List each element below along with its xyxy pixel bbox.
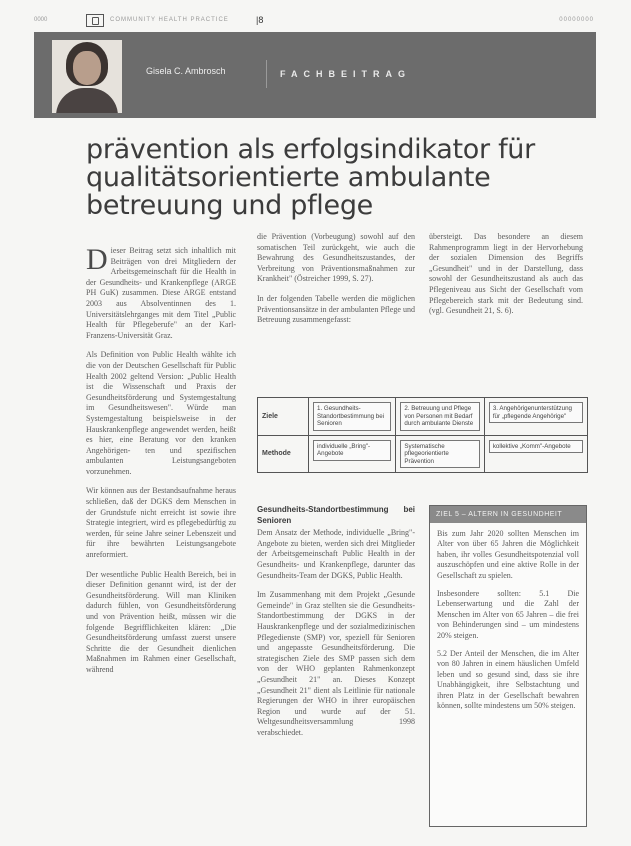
article-title: prävention als erfolgsindikator für qualitätsorientierte ambulante betreuung und pflege (86, 134, 535, 221)
paragraph: Der wesentliche Public Health Bereich, bei in dieser Definition genannt wird, ist der der Gesundheitsförderung. Will man Kliniken dadurch fühlen, von Gesundheitsförderung und von Prävention heißt, müssen wir die folgende Begrifflichkeiten klären: „Die Gesundheitsförderung umfasst zuerst unsere Schritte die der Gesundheit dienlichen Maßnahmen im Rahmen einer Gesellschaft, während (86, 569, 236, 674)
table-row (258, 435, 588, 473)
subheading: Gesundheits-Standortbestimmung bei Senioren (257, 505, 415, 525)
page-number-left: 0000 (34, 17, 48, 23)
paragraph: Im Zusammenhang mit dem Projekt „Gesunde Gemeinde" in Graz stellten sie die Gesundheits-Standortbestimmung der DGKS in der Hauskrankenpflege und der sozialmedizinischen Pflegedienste (SMP) vor, speziell für Senioren und angepasste Gesundheitsförderung. Die strategischen Ziele des SMP passen sich dem von der WHO geplanten Rahmenkonzept „Gesundheit 21" an. Dieses Konzept „Gesundheit 21" dient als Leitlinie für nationale Regierungen der WHO in ihrer europäischen Region und wurde auf der 51. Weltgesundheitsversammlung 1998 verabschiedet. (257, 590, 415, 737)
drop-cap: D (86, 243, 108, 276)
paragraph: Als Definition von Public Health wählte ich die von der Deutschen Gesellschaft für Public Health 2002 geltend Version: „Public Health ist die Wissenschaft und Praxis der Gesundheitsförderung und Systemgestaltung im Gesundheitswesen". Würde man Systemgestaltung beispielsweise in der Hauskrankenpflege angewendet werden, heißt es hier, eine Beratung vor den kranken Angehörigen- ten und spezifischen ambulanten Leistungsangeboten vorzunehmen. (86, 350, 236, 476)
table-row (258, 398, 588, 436)
section-label: FACHBEITRAG (280, 69, 411, 79)
sidebar-box (429, 505, 587, 827)
magazine-logo-icon (86, 14, 104, 27)
magazine-name: COMMUNITY HEALTH PRACTICE (110, 17, 229, 23)
table-cell: 2. Betreuung und Pflege von Personen mit Bedarf durch ambulante Dienste (400, 402, 479, 431)
table-cell: individuelle „Bring"-Angebote (313, 440, 391, 461)
column-1 (86, 243, 236, 685)
paragraph: Bis zum Jahr 2020 sollten Menschen im Alter von über 65 Jahren die Möglichkeit haben, ihr volles Gesundheitspotenzial voll auszuschöpfen und eine aktive Rolle in der Gesellschaft zu spielen. (437, 529, 579, 580)
header-center-mark: |8 (256, 15, 264, 25)
row-header: Ziele (258, 398, 309, 436)
sidebar-box-body (430, 523, 586, 726)
column-2-lower (257, 505, 415, 747)
sidebar-box-title: ZIEL 5 – ALTERN IN GESUNDHEIT (430, 506, 586, 523)
paragraph: Wir können aus der Bestandsaufnahme heraus schließen, daß der DGKS dem Menschen in der Grundstufe nicht erreicht ist sowie ihre Strategie integriert, wird es pflegebedürftig zu werden, für seine Jahre seiner Lebenszeit und für ihre bewährten Leistungsangebote anreformiert. (86, 486, 236, 560)
table-cell: 1. Gesundheits-Standortbestimmung bei Senioren (313, 402, 391, 431)
paragraph: In der folgenden Tabelle werden die möglichen Präventionsansätze in der ambulanten Pflege und Betreuung zusammengefasst: (257, 293, 415, 325)
page-number-right: 00000000 (559, 17, 594, 23)
table-cell: 3. Angehörigenunterstützung für „pflegende Angehörige" (489, 402, 583, 423)
paragraph: Dem Ansatz der Methode, individuelle „Bring"-Angebote zu bieten, werden sich drei Mitglieder der Arbeitsgemeinschaft Public Health in der Gesundheits- und Krankenpflege, darunter das Gesundheits-Team der DGKS, Public Health. (257, 528, 415, 580)
column-3 (429, 232, 583, 326)
paragraph: die Prävention (Vorbeugung) sowohl auf den somatischen Teil zurückgeht, wie auch die Bewahrung des Gesundheitszustandes, der Verbreitung von Präventionsmaßnahmen zur Krankheit" (Östreicher 1999, S. 27). (257, 232, 415, 284)
paragraph: Dieser Beitrag setzt sich inhaltlich mit Beiträgen von drei Mitgliedern der Arbeitsgemeinschaft für die Health in der Gesundheits- und Krankenpflege (ARGE PH GuK) zusammen. Diese ARGE entstand 2003 aus Absolventinnen des 1. Universitätslehrganges mit dem Titel „Public Health für Pflegeberufe" an der Karl-Franzens-Universität Graz. (86, 243, 236, 340)
table-cell: Systematische pflegeorientierte Prävention (400, 440, 479, 469)
paragraph: Insbesondere sollten: 5.1 Die Lebenserwartung und die Zahl der Menschen im Alter von 65 Jahren – die frei von Behinderungen sind – um mindestens 20% steigen. (437, 589, 579, 640)
row-header: Methode (258, 435, 309, 473)
table-cell: kollektive „Komm"-Angebote (489, 440, 583, 454)
author-name: Gisela C. Ambrosch (146, 66, 226, 76)
page-header (34, 14, 596, 28)
paragraph: 5.2 Der Anteil der Menschen, die im Alter von 80 Jahren in einem häuslichen Umfeld leben und so gesund sind, dass sie ihre Unabhängigkeit, ihre Selbstachtung und ihren Platz in der Gesellschaft bewahren können, sollte mindestens um 50% steigen. (437, 649, 579, 711)
column-2 (257, 232, 415, 335)
paragraph: übersteigt. Das besondere an diesem Rahmenprogramm liegt in der Hervorhebung der sozialen Dimension des Begriffs „Gesundheit" und in der Darstellung, dass sowohl der Gesundheitszustand als auch das Pflegeniveau aus Sicht der Gesellschaft vom Pflegebereich stark mit der Bedeutung sind. (vgl. Gesundheit 21, S. 6). (429, 232, 583, 316)
prevention-table (257, 397, 588, 473)
author-photo (52, 40, 122, 113)
band-divider (266, 60, 267, 88)
